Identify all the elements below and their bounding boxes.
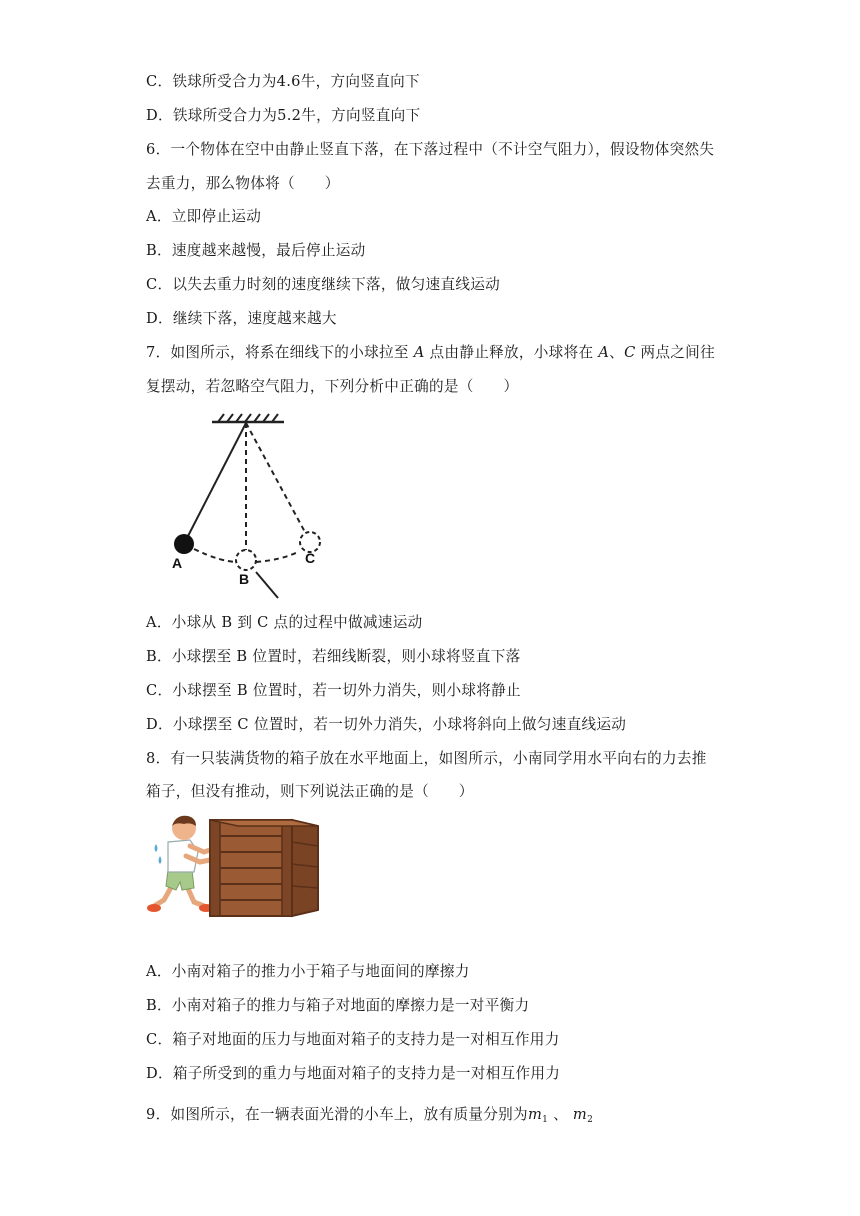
pendulum-figure — [166, 412, 336, 602]
boy-pushing-crate-figure — [146, 812, 324, 920]
label-b: B — [239, 571, 250, 587]
crate-side — [292, 820, 318, 916]
q6-option-a: A．立即停止运动 — [146, 208, 262, 225]
ball-a — [174, 534, 194, 554]
boy-shorts — [166, 870, 194, 890]
string-solid — [187, 423, 246, 538]
q6-option-b: B．速度越来越慢，最后停止运动 — [146, 242, 366, 259]
q9-m1-subscript: 1 — [542, 1115, 549, 1125]
swing-arc-left — [194, 549, 238, 562]
q8-stem-line2: 箱子，但没有推动，则下列说法正确的是（ ） — [146, 783, 474, 800]
q7-point-a: A — [413, 344, 425, 361]
q8-option-b: B．小南对箱子的推力与箱子对地面的摩擦力是一对平衡力 — [146, 997, 530, 1014]
ball-c — [300, 532, 320, 552]
crate-post — [282, 820, 292, 916]
q9-m2: m — [572, 1106, 588, 1123]
diagonal-mark — [256, 572, 278, 598]
q8-stem-line1: 8．有一只装满货物的箱子放在水平地面上，如图所示，小南同学用水平向右的力去推 — [146, 750, 707, 767]
q8-option-a: A．小南对箱子的推力小于箱子与地面间的摩擦力 — [146, 963, 470, 980]
q7-stem-text: 7．如图所示，将系在细线下的小球拉至 — [146, 344, 409, 361]
q7-stem-line1 — [146, 343, 715, 363]
q7-option-b: B．小球摆至 B 位置时，若细线断裂，则小球将竖直下落 — [146, 648, 521, 665]
q9-stem-text: 9．如图所示，在一辆表面光滑的小车上，放有质量分别为 — [146, 1106, 528, 1123]
label-a: A — [172, 555, 183, 571]
q7-stem-line2: 复摆动，若忽略空气阻力，下列分析中正确的是（ ） — [146, 378, 519, 395]
q7-stem-text: 两点之间往 — [640, 344, 715, 361]
q9-separator: 、 — [553, 1106, 568, 1123]
q7-separator: 、 — [609, 344, 625, 361]
q5-option-c: C．铁球所受合力为4.6牛，方向竖直向下 — [146, 73, 420, 90]
q6-option-d: D．继续下落，速度越来越大 — [146, 310, 337, 327]
q6-stem-line2: 去重力，那么物体将（ ） — [146, 175, 340, 192]
q5-option-d: D．铁球所受合力为5.2牛，方向竖直向下 — [146, 107, 421, 124]
q9-stem — [146, 1105, 593, 1130]
q8-option-d: D．箱子所受到的重力与地面对箱子的支持力是一对相互作用力 — [146, 1065, 561, 1082]
q9-m2-subscript: 2 — [587, 1115, 594, 1125]
q6-stem-line1: 6．一个物体在空中由静止竖直下落，在下落过程中（不计空气阻力），假设物体突然失 — [146, 141, 715, 158]
q7-option-d: D．小球摆至 C 位置时，若一切外力消失，小球将斜向上做匀速直线运动 — [146, 716, 627, 733]
crate-post — [210, 820, 220, 916]
boy-shoe — [147, 904, 161, 912]
q6-option-c: C．以失去重力时刻的速度继续下落，做匀速直线运动 — [146, 276, 501, 293]
q7-point-c: C — [624, 344, 636, 361]
q9-m1: m — [527, 1106, 543, 1123]
q7-point-a: A — [598, 344, 610, 361]
q7-option-a: A．小球从 B 到 C 点的过程中做减速运动 — [146, 614, 423, 631]
ball-b — [236, 550, 256, 570]
q7-option-c: C．小球摆至 B 位置时，若一切外力消失，则小球将静止 — [146, 682, 521, 699]
q7-stem-text: 点由静止释放，小球将在 — [429, 344, 594, 361]
q8-option-c: C．箱子对地面的压力与地面对箱子的支持力是一对相互作用力 — [146, 1031, 560, 1048]
string-dashed-c — [246, 423, 306, 534]
label-c: C — [305, 550, 316, 566]
swing-arc-right — [256, 552, 298, 562]
sweat-drop — [155, 844, 158, 852]
sweat-drop — [159, 856, 162, 864]
